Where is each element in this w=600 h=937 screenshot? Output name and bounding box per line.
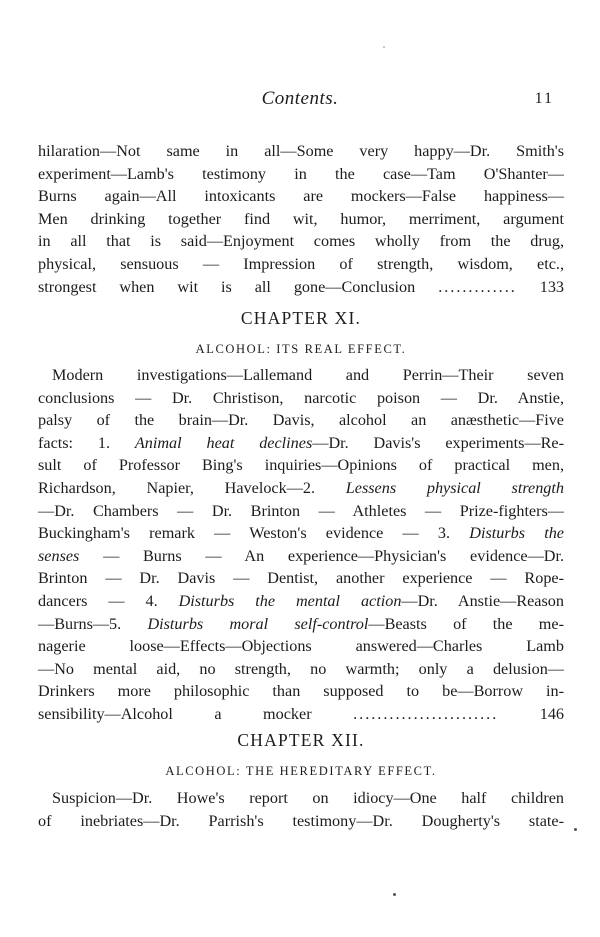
summary-line: of inebriates—Dr. Parrish's testimony—Dr. Dougherty's state- xyxy=(38,811,564,830)
summary-line: —Dr. Chambers — Dr. Brinton — Athletes — Prize-fighters— xyxy=(38,501,564,520)
chapter-xi-subheading: ALCOHOL: ITS REAL EFFECT. xyxy=(195,342,407,356)
summary-line: Suspicion—Dr. Howe's report on idiocy—One half children xyxy=(52,789,564,807)
chapter-x-summary-continued xyxy=(38,140,564,298)
summary-text: — Burns — An experience—Physician's evidence—Dr. xyxy=(79,546,564,565)
summary-line-with-page xyxy=(38,703,564,726)
dot-leader: ............. xyxy=(438,277,517,296)
summary-line: hilaration—Not same in all—Some very happy—Dr. Smith's xyxy=(38,142,564,160)
summary-text: facts: 1. xyxy=(38,433,135,452)
summary-line: experiment—Lamb's testimony in the case—Tam O'Shanter— xyxy=(38,164,564,183)
ink-speck xyxy=(383,46,385,48)
dot-leader: ........................ xyxy=(353,704,499,723)
page-reference: 146 xyxy=(539,704,565,723)
summary-text: —Dr. Davis's experiments—Re- xyxy=(312,433,565,452)
running-title: Contents. xyxy=(261,88,339,109)
ink-speck xyxy=(393,893,396,896)
summary-text: —Dr. Anstie—Reason xyxy=(401,591,564,610)
summary-text: —Burns—5. xyxy=(38,614,148,633)
italic-topic: Disturbs moral self-control xyxy=(147,614,369,633)
chapter-xi-summary xyxy=(38,364,564,726)
summary-line: Men drinking together find wit, humor, merriment, argument xyxy=(38,209,564,228)
summary-line: in all that is said—Enjoyment comes wholly from the drug, xyxy=(38,232,564,251)
chapter-xii-subheading: ALCOHOL: THE HEREDITARY EFFECT. xyxy=(165,764,437,778)
page-number: 11 xyxy=(534,90,554,107)
summary-line xyxy=(38,477,564,500)
summary-line: nagerie loose—Effects—Objections answered—Charles Lamb xyxy=(38,637,564,656)
summary-line xyxy=(38,590,564,613)
running-header xyxy=(40,88,560,116)
chapter-xi-heading: CHAPTER XI. xyxy=(240,308,362,328)
italic-topic: senses xyxy=(38,546,80,565)
summary-line: Drinkers more philosophic than supposed to be—Borrow in- xyxy=(38,682,564,701)
summary-line xyxy=(38,432,564,455)
italic-topic: Disturbs the mental action xyxy=(178,591,402,610)
chapter-xii-summary xyxy=(38,787,564,832)
summary-line: sult of Professor Bing's inquiries—Opinions of practical men, xyxy=(38,456,564,475)
summary-line: conclusions — Dr. Christison, narcotic poison — Dr. Anstie, xyxy=(38,388,564,407)
summary-text: dancers — 4. xyxy=(38,591,179,610)
summary-line: palsy of the brain—Dr. Davis, alcohol an anæsthetic—Five xyxy=(38,411,564,430)
summary-text: —Beasts of the me- xyxy=(368,614,564,633)
italic-topic: Lessens physical strength xyxy=(345,478,564,497)
summary-line: Brinton — Dr. Davis — Dentist, another experience — Rope- xyxy=(38,569,564,588)
summary-text: sensibility—Alcohol a mocker xyxy=(38,704,312,723)
summary-line xyxy=(38,522,564,545)
summary-text: Buckingham's remark — Weston's evidence — 3. xyxy=(38,524,470,543)
chapter-xii-heading: CHAPTER XII. xyxy=(237,730,365,750)
summary-line-with-page xyxy=(38,276,564,299)
italic-topic: Animal heat declines xyxy=(134,433,313,452)
summary-line xyxy=(38,613,564,636)
summary-text: Richardson, Napier, Havelock—2. xyxy=(38,478,346,497)
italic-topic: Disturbs the xyxy=(469,524,564,543)
summary-line: physical, sensuous — Impression of strength, wisdom, etc., xyxy=(38,254,564,273)
summary-line xyxy=(38,545,564,568)
page-reference: 133 xyxy=(539,277,565,296)
summary-text: strongest when wit is all gone—Conclusion xyxy=(38,277,416,296)
summary-line: —No mental aid, no strength, no warmth; only a delusion— xyxy=(38,659,564,678)
ink-speck xyxy=(574,828,577,831)
summary-line: Burns again—All intoxicants are mockers—False happiness— xyxy=(38,187,564,206)
summary-line: Modern investigations—Lallemand and Perrin—Their seven xyxy=(52,366,564,384)
